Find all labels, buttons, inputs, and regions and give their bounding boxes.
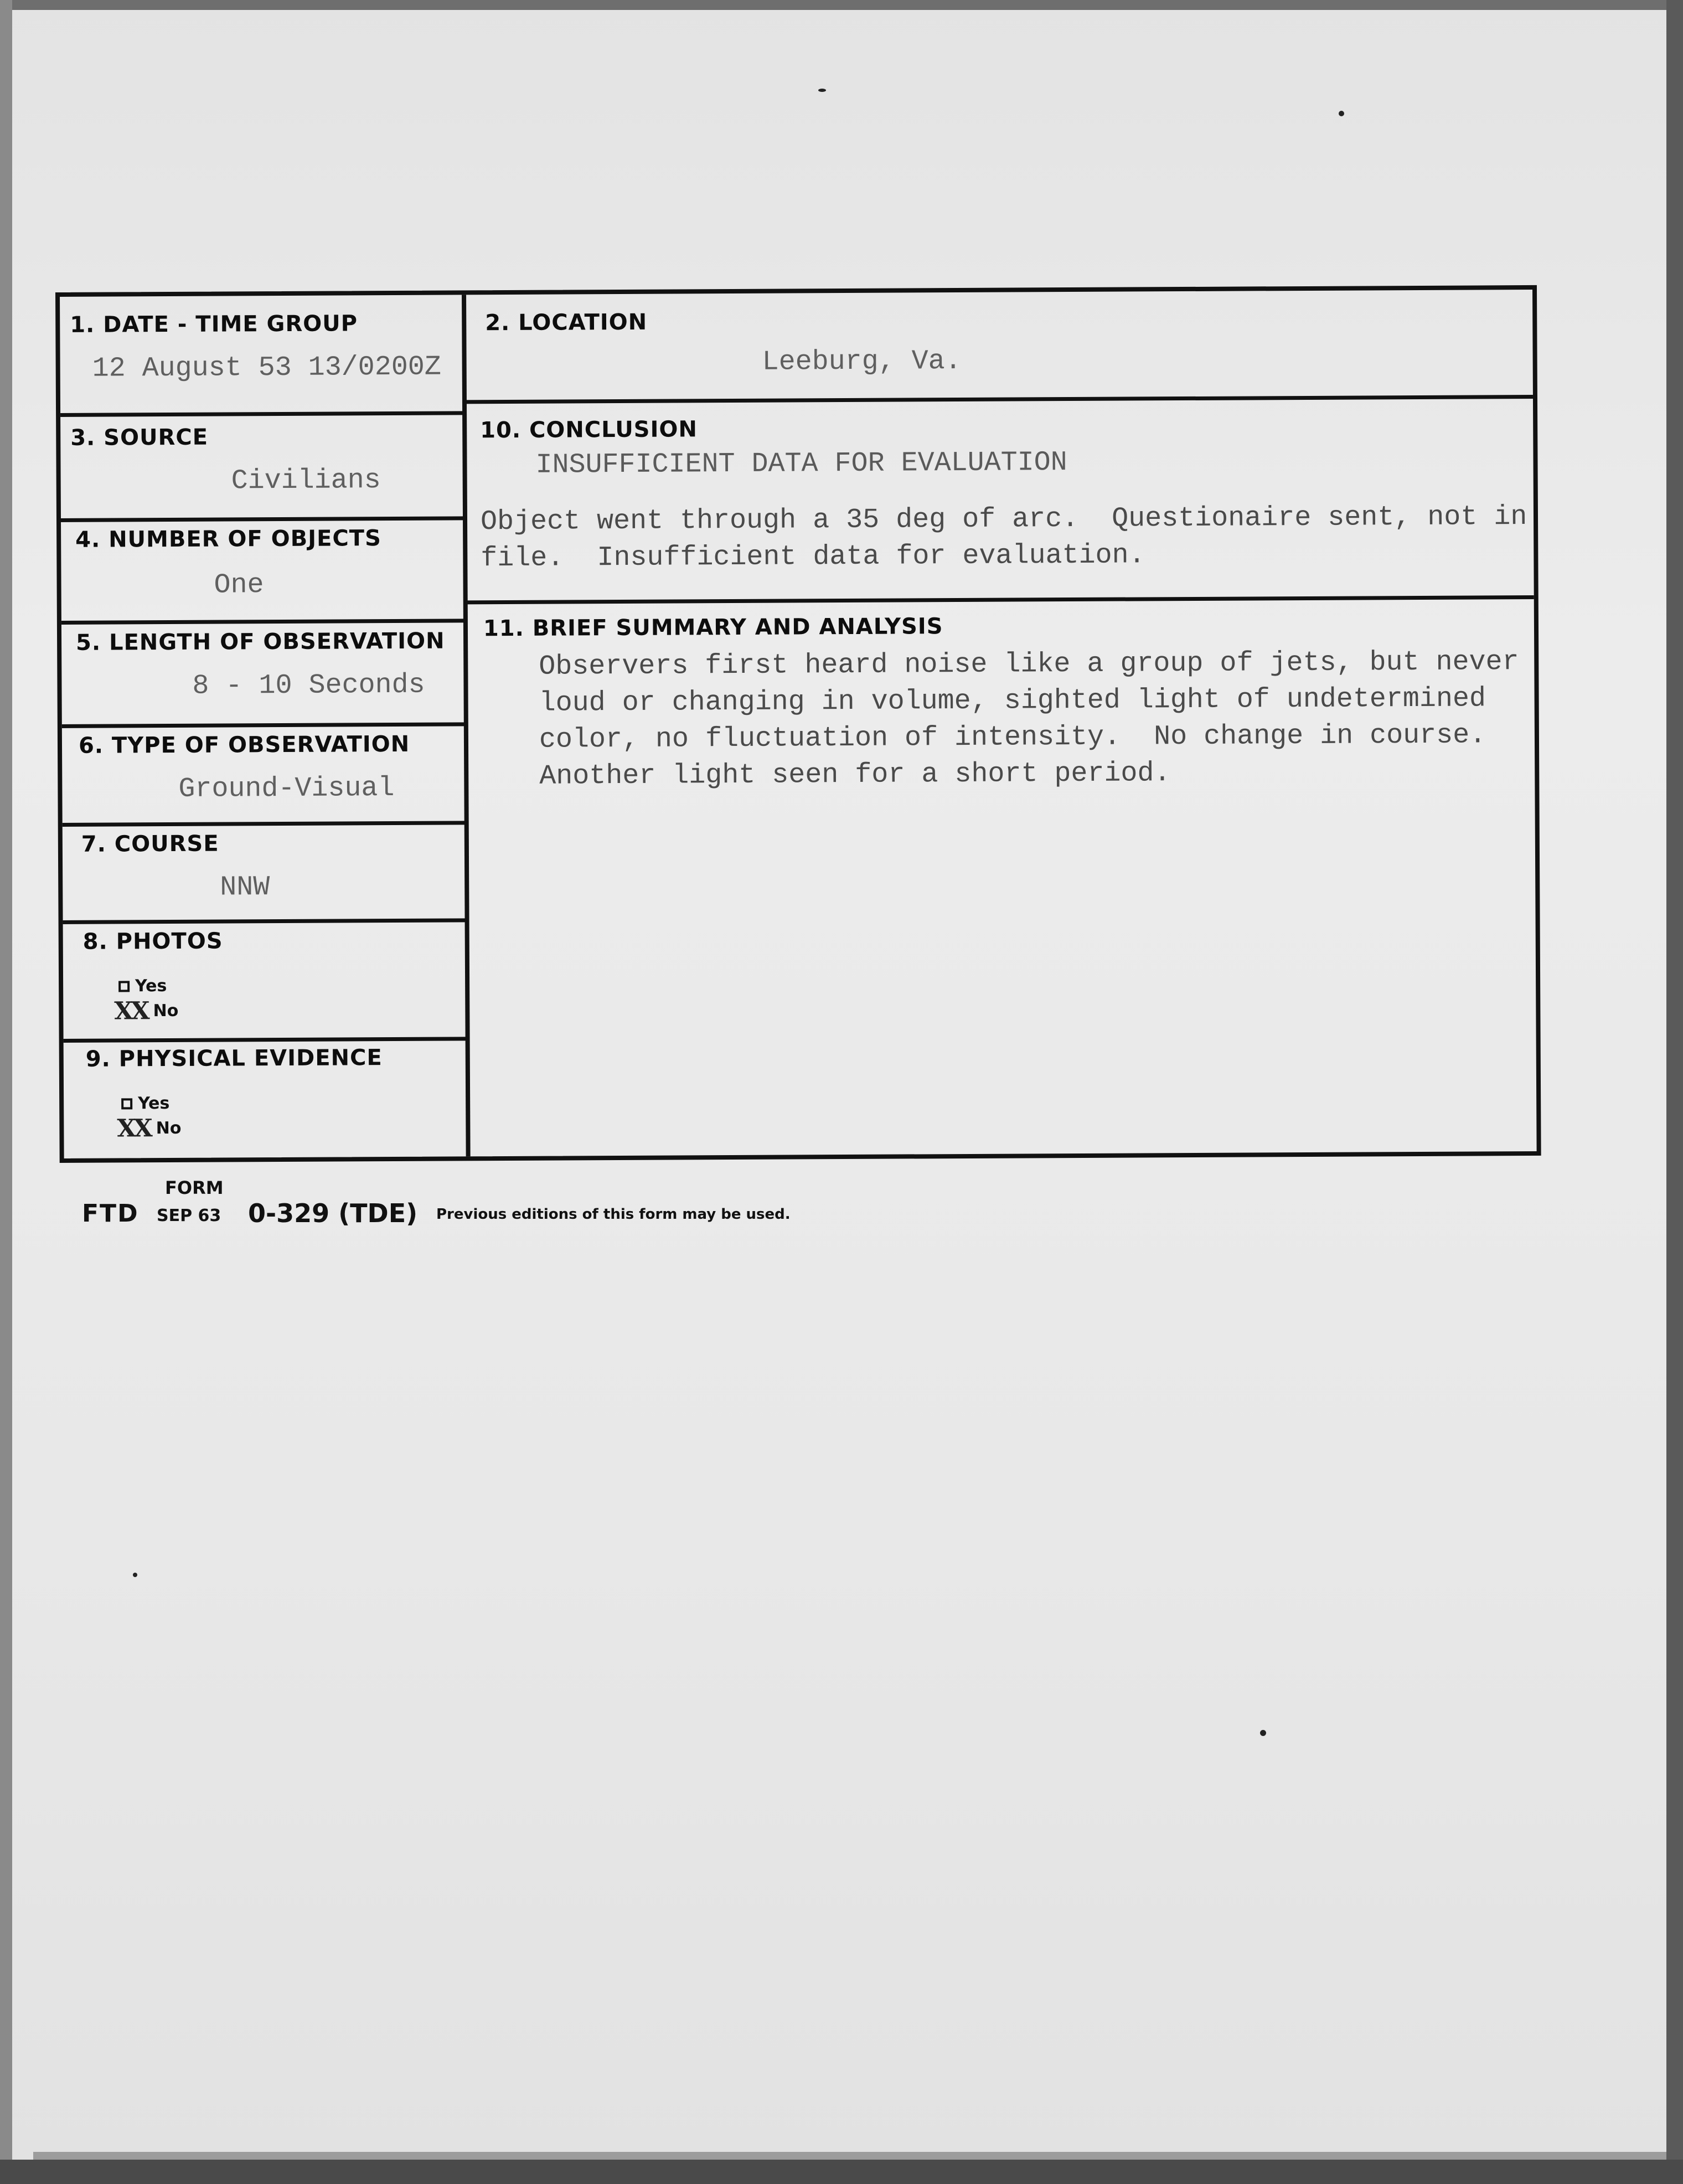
physical-evidence-no-label: No (156, 1118, 182, 1139)
type-of-observation-cell (79, 731, 467, 805)
rule (64, 1037, 468, 1043)
location-label: 2. LOCATION (485, 309, 648, 336)
photos-no-label: No (153, 1001, 179, 1021)
footer-form-number: 0-329 (TDE) (248, 1198, 418, 1228)
source-label: 3. SOURCE (70, 424, 209, 451)
location-cell (485, 305, 1526, 379)
footer-form-word: FORM (165, 1177, 224, 1198)
summary-line: color, no fluctuation of intensity. No change in course. (539, 719, 1486, 756)
summary-line: loud or changing in volume, sighted light of undetermined (539, 683, 1486, 719)
photos-label: 8. PHOTOS (82, 928, 223, 955)
photos-yes-checkbox[interactable] (118, 981, 130, 992)
physical-evidence-yes-checkbox[interactable] (121, 1098, 132, 1109)
type-of-observation-label: 6. TYPE OF OBSERVATION (78, 731, 410, 759)
footer-date: SEP 63 (157, 1206, 221, 1225)
rule (61, 516, 465, 522)
physical-evidence-no-option[interactable] (117, 1112, 468, 1142)
source-value: Civilians (231, 465, 381, 497)
summary-text (539, 644, 1530, 795)
physical-evidence-yes-label: Yes (138, 1094, 170, 1114)
rule (63, 821, 467, 827)
conclusion-cell (480, 413, 1527, 577)
course-value: NNW (220, 872, 270, 904)
rule (61, 619, 466, 625)
dust-speck (1339, 111, 1344, 116)
length-of-observation-cell (76, 628, 464, 702)
rule (60, 411, 464, 417)
photos-no-option[interactable] (114, 995, 465, 1025)
number-of-objects-label: 4. NUMBER OF OBJECTS (75, 526, 381, 553)
conclusion-line-2: file. Insufficient data for evaluation. (481, 539, 1145, 575)
photos-yes-label: Yes (135, 976, 167, 996)
rule (63, 918, 467, 924)
rule (464, 395, 1533, 404)
footer-note: Previous editions of this form may be used. (436, 1206, 791, 1223)
rule (466, 595, 1534, 604)
length-of-observation-label: 5. LENGTH OF OBSERVATION (75, 628, 445, 656)
physical-evidence-cell (86, 1044, 468, 1142)
footer-agency: FTD (82, 1199, 139, 1228)
photos-no-checkbox-marked[interactable]: XX (114, 997, 148, 1026)
location-value: Leeburg, Va. (762, 346, 962, 378)
course-label: 7. COURSE (81, 831, 219, 857)
scan-edge-bottom (0, 2160, 1683, 2184)
scan-edge-right (1666, 0, 1683, 2184)
summary-line: Observers first heard noise like a group of jets, but never (539, 646, 1519, 683)
course-cell (81, 830, 469, 904)
summary-line: Another light seen for a short period. (539, 758, 1171, 792)
conclusion-heading: INSUFFICIENT DATA FOR EVALUATION (535, 447, 1067, 481)
date-time-group-value: 12 August 53 13/0200Z (92, 351, 441, 385)
date-time-group-cell (70, 311, 441, 385)
source-cell (70, 423, 458, 497)
summary-label: 11. BRIEF SUMMARY AND ANALYSIS (483, 614, 943, 642)
number-of-objects-value: One (214, 569, 264, 601)
physical-evidence-no-checkbox-marked[interactable]: XX (117, 1114, 151, 1143)
summary-cell (483, 611, 1531, 795)
dust-speck (133, 1573, 137, 1577)
dust-speck (1260, 1730, 1266, 1736)
date-time-group-label: 1. DATE - TIME GROUP (70, 311, 358, 338)
rule (62, 722, 466, 728)
length-of-observation-value: 8 - 10 Seconds (192, 669, 425, 702)
physical-evidence-yes-option[interactable] (121, 1092, 468, 1113)
dust-speck (818, 89, 826, 92)
scan-edge-left (0, 0, 12, 2184)
scan-edge-bottom-band (33, 2152, 1666, 2160)
scan-edge-top (0, 0, 1683, 10)
photos-yes-option[interactable] (118, 975, 465, 996)
number-of-objects-cell (75, 525, 463, 601)
type-of-observation-value: Ground-Visual (178, 772, 395, 805)
physical-evidence-label: 9. PHYSICAL EVIDENCE (85, 1045, 383, 1072)
photos-cell (83, 927, 466, 1025)
project-card-form (55, 285, 1541, 1163)
conclusion-line-1: Object went through a 35 deg of arc. Questionaire sent, not in (480, 501, 1527, 538)
conclusion-label: 10. CONCLUSION (480, 416, 698, 444)
